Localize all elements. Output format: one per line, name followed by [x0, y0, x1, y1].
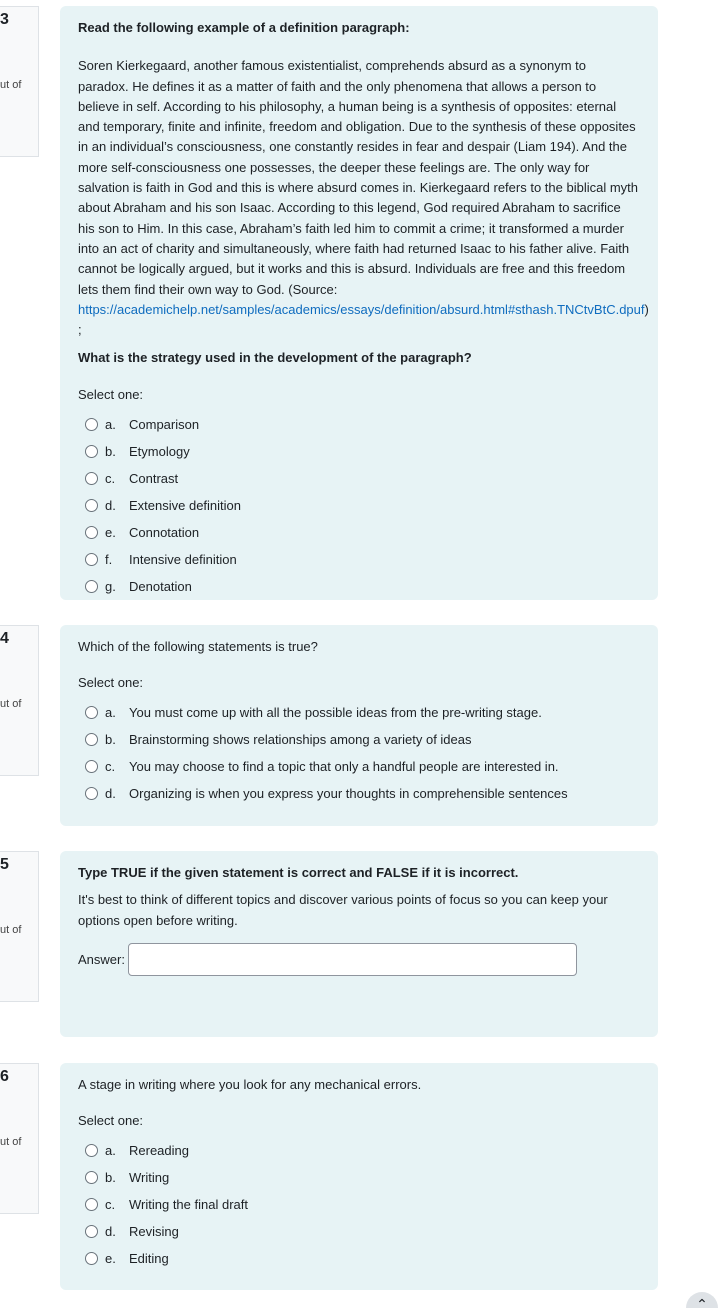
question-content-5: [60, 851, 658, 1037]
radio-button[interactable]: [85, 1171, 98, 1184]
question-number: 5: [0, 856, 9, 873]
radio-button[interactable]: [85, 553, 98, 566]
question-content-3: [60, 6, 658, 600]
question-mark-label: ut of: [0, 924, 22, 936]
radio-button[interactable]: [85, 1198, 98, 1211]
select-one-label: Select one:: [78, 675, 144, 691]
radio-button[interactable]: [85, 760, 98, 773]
radio-button[interactable]: [85, 1144, 98, 1157]
radio-button[interactable]: [85, 733, 98, 746]
answer-options: [78, 1137, 640, 1272]
answer-label: Answer:: [78, 951, 125, 967]
question-mark-label: ut of: [0, 79, 22, 91]
radio-button[interactable]: [85, 472, 98, 485]
question-info-3: [0, 6, 39, 157]
question-text: Which of the following statements is true?: [78, 639, 318, 654]
question-mark-label: ut of: [0, 698, 22, 710]
answer-option[interactable]: c. Writing the final draft: [78, 1191, 640, 1218]
radio-button[interactable]: [85, 445, 98, 458]
question-number: 4: [0, 630, 9, 647]
answer-option[interactable]: d. Extensive definition: [78, 492, 640, 519]
question-content-6: [60, 1063, 658, 1290]
answer-option[interactable]: d. Organizing is when you express your thoughts in comprehensible sentences: [78, 780, 640, 807]
answer-options: [78, 699, 640, 807]
definition-paragraph: [78, 56, 649, 340]
source-link[interactable]: https://academichelp.net/samples/academics/essays/definition/absurd.html#sthash.TNCtvBtC.dpuf: [78, 301, 645, 317]
source-suffix: ) ;: [78, 301, 649, 338]
answer-option[interactable]: a. Rereading: [78, 1137, 640, 1164]
radio-button[interactable]: [85, 787, 98, 800]
radio-button[interactable]: [85, 418, 98, 431]
answer-option[interactable]: a. Comparison: [78, 411, 640, 438]
answer-option[interactable]: b. Etymology: [78, 438, 640, 465]
answer-option[interactable]: c. Contrast: [78, 465, 640, 492]
question-text: A stage in writing where you look for any mechanical errors.: [78, 1077, 422, 1092]
question-mark-label: ut of: [0, 1136, 22, 1148]
answer-option[interactable]: a. You must come up with all the possible ideas from the pre-writing stage.: [78, 699, 640, 726]
select-one-label: Select one:: [78, 1113, 144, 1129]
question-text: What is the strategy used in the development of the paragraph?: [78, 350, 472, 366]
answer-options: [78, 411, 640, 600]
chevron-up-icon: ⌃: [696, 1296, 708, 1308]
answer-row: [78, 943, 640, 976]
radio-button[interactable]: [85, 1252, 98, 1265]
paragraph-text: Soren Kierkegaard, another famous existentialist, comprehends absurd as a synonym to paradox. He defines it as a matter of faith and the only phenomena that allows a person to believe in self. According to his philosophy, a human being is a synthesis of opposites: eternal and temporary, finite and infinite, freedom and obligation. Due to the synthesis of these opposites in an individual’s consciousness, one constantly resides in fear and despair (Liam 194). And the more self-consciousness one possesses, the deeper these feelings are. The only way for salvation is faith in God and this is where absurd comes in. Kierkegaard refers to the biblical myth about Abraham and his son Isaac. According to this legend, God required Abraham to sacrifice his son to Him. In this case, Abraham’s faith led him to commit a crime; it transformed a murder into an act of charity and simultaneously, where faith had returned Isaac to his father alive. Faith cannot be logically argued, but it works and this is absurd. Individuals are free and this freedom lets them find their own way to God. (Source:: [78, 58, 638, 297]
question-content-4: [60, 625, 658, 826]
radio-button[interactable]: [85, 526, 98, 539]
question-number: 3: [0, 11, 9, 28]
question-intro: Read the following example of a definition paragraph:: [78, 20, 410, 35]
answer-input[interactable]: [128, 943, 577, 976]
answer-option[interactable]: b. Brainstorming shows relationships among a variety of ideas: [78, 726, 640, 753]
radio-button[interactable]: [85, 706, 98, 719]
question-number: 6: [0, 1068, 9, 1085]
answer-option[interactable]: c. You may choose to find a topic that only a handful people are interested in.: [78, 753, 640, 780]
scroll-to-top-button[interactable]: [686, 1292, 718, 1308]
question-instruction: Type TRUE if the given statement is correct and FALSE if it is incorrect.: [78, 865, 519, 880]
answer-option[interactable]: e. Connotation: [78, 519, 640, 546]
answer-option[interactable]: b. Writing: [78, 1164, 640, 1191]
radio-button[interactable]: [85, 499, 98, 512]
answer-option[interactable]: g. Denotation: [78, 573, 640, 600]
radio-button[interactable]: [85, 1225, 98, 1238]
answer-option[interactable]: e. Editing: [78, 1245, 640, 1272]
question-info-5: [0, 851, 39, 1002]
radio-button[interactable]: [85, 580, 98, 593]
answer-option[interactable]: d. Revising: [78, 1218, 640, 1245]
question-info-6: [0, 1063, 39, 1214]
answer-option[interactable]: f. Intensive definition: [78, 546, 640, 573]
question-info-4: [0, 625, 39, 776]
select-one-label: Select one:: [78, 386, 144, 402]
question-statement: It's best to think of different topics and discover various points of focus so you can keep your options open before writing.: [78, 892, 608, 928]
